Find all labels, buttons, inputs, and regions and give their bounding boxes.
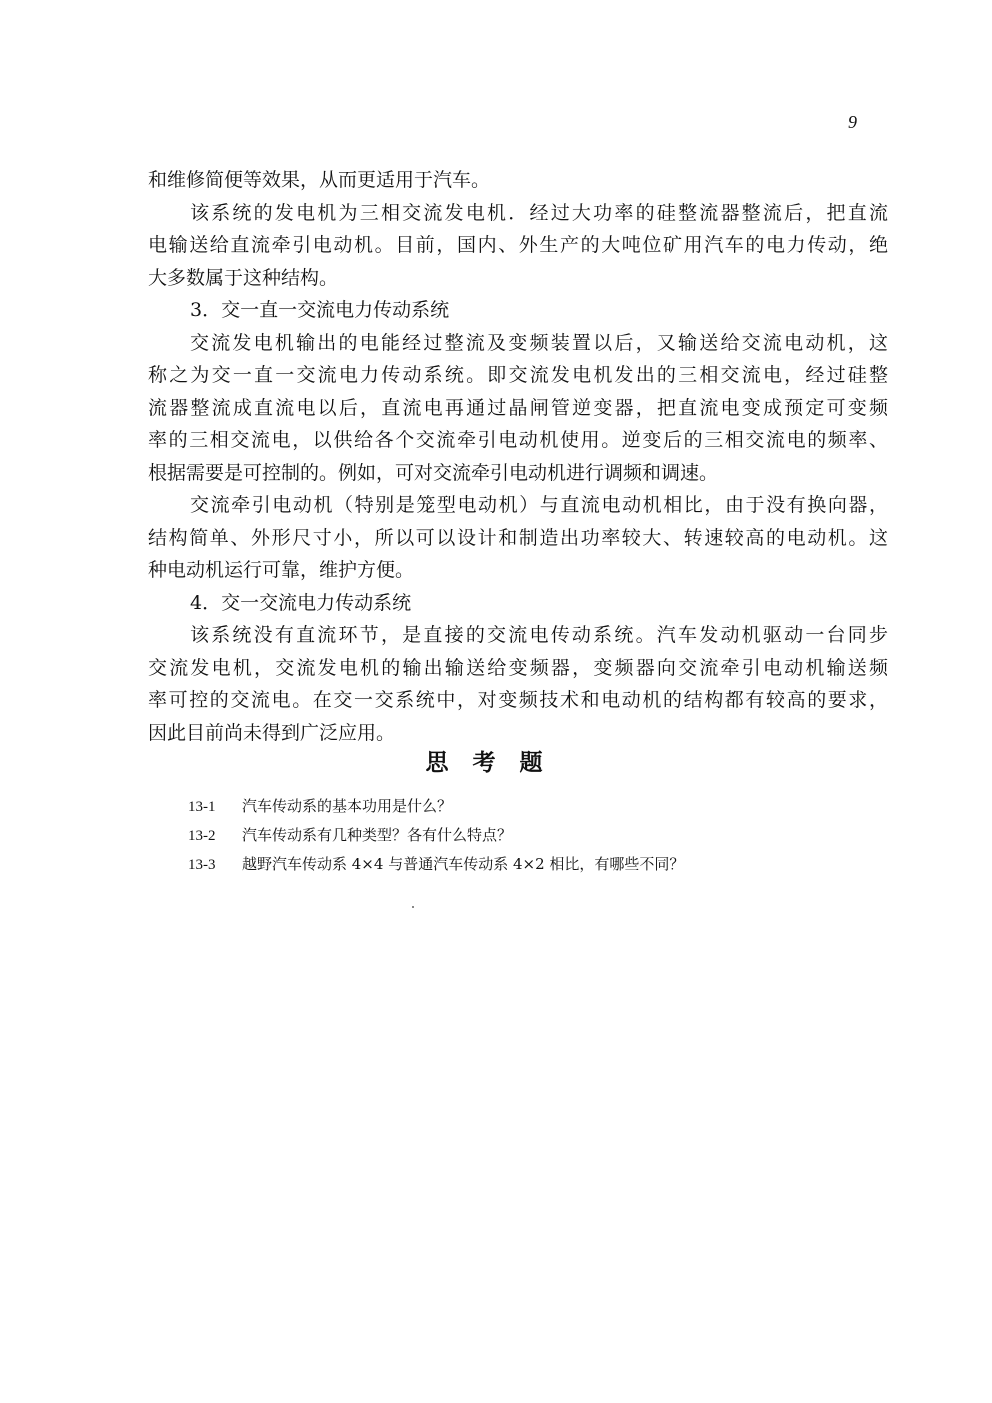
question-text: 越野汽车传动系 4×4 与普通汽车传动系 4×2 相比，有哪些不同？ xyxy=(242,855,685,873)
paragraph-line: 交流发电机输出的电能经过整流及变频装置以后，又输送给交流电动机，这 xyxy=(190,331,888,354)
paragraph-line: 结构简单、外形尺寸小，所以可以设计和制造出功率较大、转速较高的电动机。这 xyxy=(148,526,888,549)
paragraph-line: 电输送给直流牵引电动机。目前，国内、外生产的大吨位矿用汽车的电力传动，绝 xyxy=(148,234,888,256)
question-item xyxy=(188,850,828,879)
section-title: 思考题 xyxy=(425,750,567,776)
paragraph-line: 率可控的交流电。在交一交系统中，对变频技术和电动机的结构都有较高的要求， xyxy=(148,689,888,711)
subsection-heading: 4．交一交流电力传动系统 xyxy=(190,591,412,614)
question-number: 13-2 xyxy=(188,828,216,844)
paragraph-line: 因此目前尚未得到广泛应用。 xyxy=(148,721,396,744)
paragraph-line: 称之为交一直一交流电力传动系统。即交流发电机发出的三相交流电，经过硅整 xyxy=(148,364,888,386)
scan-dot xyxy=(412,906,414,908)
body-text xyxy=(148,164,888,749)
question-text: 汽车传动系有几种类型？各有什么特点？ xyxy=(242,826,513,844)
question-text: 汽车传动系的基本功用是什么？ xyxy=(242,797,453,815)
paragraph-line: 率的三相交流电，以供给各个交流牵引电动机使用。逆变后的三相交流电的频率、 xyxy=(148,429,888,451)
paragraph-line: 根据需要是可控制的。例如，可对交流牵引电动机进行调频和调速。 xyxy=(148,461,719,484)
subsection-heading: 3．交一直一交流电力传动系统 xyxy=(190,299,450,321)
question-number: 13-3 xyxy=(188,857,216,873)
page-number: 9 xyxy=(848,112,857,132)
paragraph-line: 交流牵引电动机（特别是笼型电动机）与直流电动机相比，由于没有换向器， xyxy=(190,494,888,516)
question-list xyxy=(188,792,828,879)
paragraph-line: 大多数属于这种结构。 xyxy=(148,266,339,289)
question-item xyxy=(188,821,828,850)
paragraph-line: 该系统的发电机为三相交流发电机．经过大功率的硅整流器整流后，把直流 xyxy=(190,201,888,224)
question-item xyxy=(188,792,828,821)
paragraph-line: 该系统没有直流环节，是直接的交流电传动系统。汽车发动机驱动一台同步 xyxy=(190,624,888,646)
paragraph-line: 种电动机运行可靠，维护方便。 xyxy=(148,559,415,581)
question-number: 13-1 xyxy=(188,799,216,815)
paragraph-line: 和维修简便等效果，从而更适用于汽车。 xyxy=(148,169,491,191)
paragraph-line: 交流发电机，交流发电机的输出输送给变频器，变频器向交流牵引电动机输送频 xyxy=(148,656,888,679)
paragraph-line: 流器整流成直流电以后，直流电再通过晶闸管逆变器，把直流电变成预定可变频 xyxy=(148,396,888,419)
